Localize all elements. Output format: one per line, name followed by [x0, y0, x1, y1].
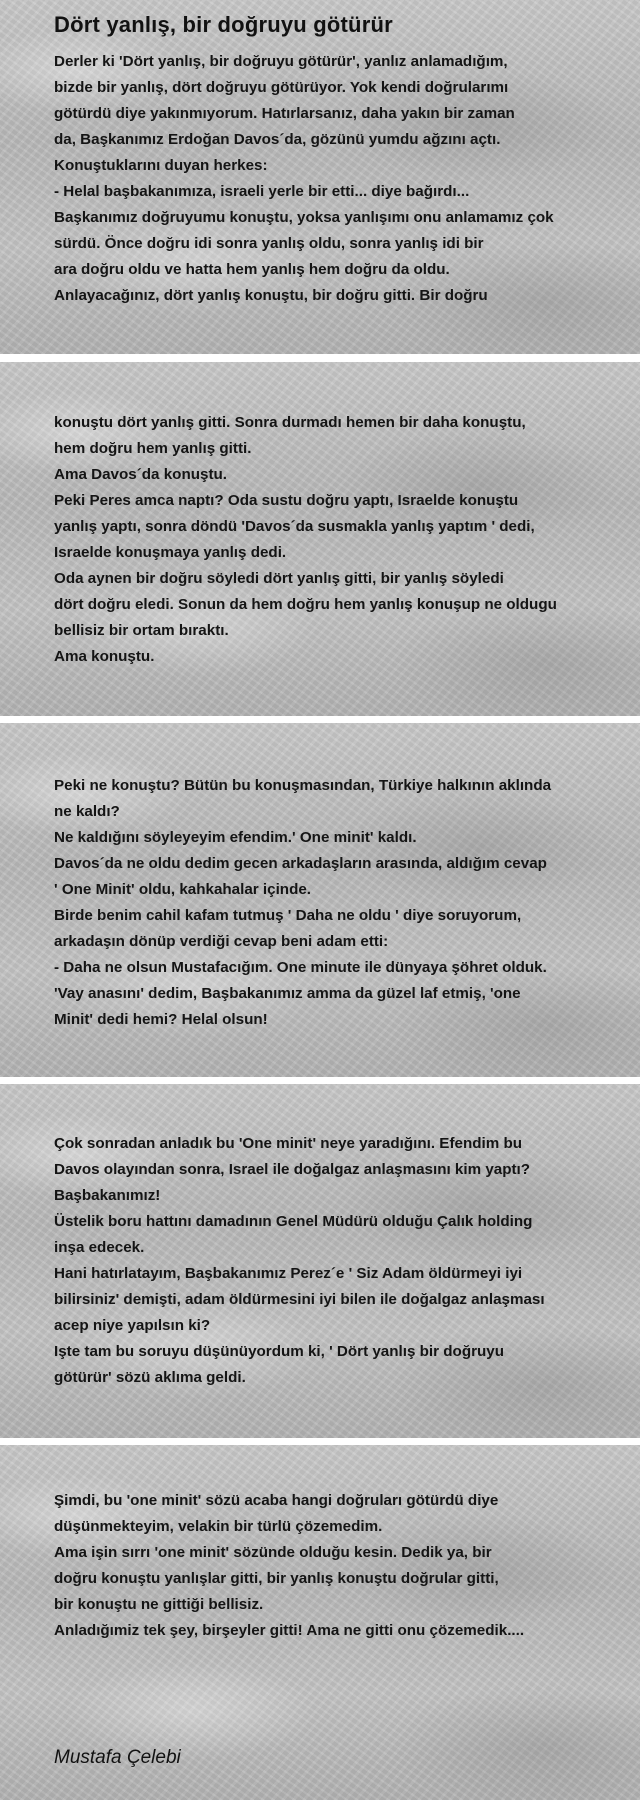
poem-line: konuştu dört yanlış gitti. Sonra durmadı hemen bir daha konuştu, [54, 414, 526, 431]
poem-line: Üstelik boru hattını damadının Genel Müdürü olduğu Çalık holding [54, 1213, 533, 1230]
poem-line: acep niye yapılsın ki? [54, 1317, 211, 1334]
poem-line: dört doğru eledi. Sonun da hem doğru hem yanlış konuşup ne oldugu [54, 596, 557, 613]
poem-line: götürdü diye yakınmıyorum. Hatırlarsanız, daha yakın bir zaman [54, 105, 515, 122]
poem-line: Anladığımiz tek şey, birşeyler gitti! Ama ne gitti onu çözemedik.... [54, 1622, 525, 1639]
poem-line: hem doğru hem yanlış gitti. [54, 440, 252, 457]
poem-line: ' One Minit' oldu, kahkahalar içinde. [54, 881, 312, 898]
poem-line: Birde benim cahil kafam tutmuş ' Daha ne oldu ' diye soruyorum, [54, 907, 522, 924]
poem-panel-5 [0, 1445, 640, 1800]
poem-line: ne kaldı? [54, 803, 120, 820]
poem-panel-4 [0, 1084, 640, 1438]
stanza-4 [54, 1131, 614, 1391]
poem-line: inşa edecek. [54, 1239, 145, 1256]
poem-line: düşünmekteyim, velakin bir türlü çözemedim. [54, 1518, 383, 1535]
poem-line: bellisiz bir ortam bıraktı. [54, 622, 229, 639]
poem-line: Konuştuklarını duyan herkes: [54, 157, 268, 174]
poem-author[interactable]: Mustafa Çelebi [54, 1747, 181, 1768]
poem-line: götürür' sözü aklıma geldi. [54, 1369, 246, 1386]
poem-line: Israelde konuşmaya yanlış dedi. [54, 544, 287, 561]
poem-line: 'Vay anasını' dedim, Başbakanımız amma da güzel laf etmiş, 'one [54, 985, 521, 1002]
poem-line: Oda aynen bir doğru söyledi dört yanlış gitti, bir yanlış söyledi [54, 570, 504, 587]
stanza-2 [54, 410, 614, 670]
poem-line: Peki ne konuştu? Bütün bu konuşmasından, Türkiye halkının aklında [54, 777, 552, 794]
poem-line: Davos´da ne oldu dedim gecen arkadaşların arasında, aldığım cevap [54, 855, 547, 872]
poem-line: Işte tam bu soruyu düşünüyordum ki, ' Dört yanlış bir doğruyu [54, 1343, 505, 1360]
poem-line: sürdü. Önce doğru idi sonra yanlış oldu, sonra yanlış idi bir [54, 235, 484, 252]
poem-line: Çok sonradan anladık bu 'One minit' neye yaradığını. Efendim bu [54, 1135, 522, 1152]
poem-line: Peki Peres amca naptı? Oda sustu doğru yaptı, Israelde konuştu [54, 492, 519, 509]
poem-line: Başkanımız doğruyumu konuştu, yoksa yanlışımı onu anlamamız çok [54, 209, 554, 226]
poem-panel-1 [0, 0, 640, 354]
poem-line: ara doğru oldu ve hatta hem yanlış hem doğru da oldu. [54, 261, 450, 278]
poem-line: Minit' dedi hemi? Helal olsun! [54, 1011, 268, 1028]
poem-line: Ama konuştu. [54, 648, 155, 665]
stanza-1 [54, 49, 614, 309]
poem-line: bilirsiniz' demişti, adam öldürmesini iyi bilen ile doğalgaz anlaşması [54, 1291, 545, 1308]
poem-line: Ama Davos´da konuştu. [54, 466, 228, 483]
poem-line: Davos olayından sonra, Israel ile doğalgaz anlaşmasını kim yaptı? [54, 1161, 531, 1178]
poem-line: bizde bir yanlış, dört doğruyu götürüyor. Yok kendi doğrularımı [54, 79, 509, 96]
poem-line: Hani hatırlatayım, Başbakanımız Perez´e ' Siz Adam öldürmeyi iyi [54, 1265, 523, 1282]
poem-line: Ne kaldığını söyleyeyim efendim.' One minit' kaldı. [54, 829, 417, 846]
poem-line: Anlayacağınız, dört yanlış konuştu, bir doğru gitti. Bir doğru [54, 287, 488, 304]
poem-panel-2 [0, 362, 640, 716]
poem-line: doğru konuştu yanlışlar gitti, bir yanlış konuştu doğrular gitti, [54, 1570, 499, 1587]
stanza-3 [54, 773, 614, 1033]
poem-panel-3 [0, 723, 640, 1077]
poem-line: Başbakanımız! [54, 1187, 161, 1204]
poem-line: Şimdi, bu 'one minit' sözü acaba hangi doğruları götürdü diye [54, 1492, 499, 1509]
poem-line: arkadaşın dönüp verdiği cevap beni adam etti: [54, 933, 389, 950]
poem-title: Dört yanlış, bir doğruyu götürür [54, 12, 393, 37]
poem-line: yanlış yaptı, sonra döndü 'Davos´da susmakla yanlış yaptım ' dedi, [54, 518, 535, 535]
poem-line: - Daha ne olsun Mustafacığım. One minute ile dünyaya şöhret olduk. [54, 959, 547, 976]
poem-line: Derler ki 'Dört yanlış, bir doğruyu götürür', yanlız anlamadığım, [54, 53, 508, 70]
poem-line: Ama işin sırrı 'one minit' sözünde olduğu kesin. Dedik ya, bir [54, 1544, 492, 1561]
stanza-5 [54, 1488, 614, 1644]
poem-line: - Helal başbakanımıza, israeli yerle bir etti... diye bağırdı... [54, 183, 470, 200]
poem-line: da, Başkanımız Erdoğan Davos´da, gözünü yumdu ağzını açtı. [54, 131, 501, 148]
poem-line: bir konuştu ne gittiği bellisiz. [54, 1596, 264, 1613]
